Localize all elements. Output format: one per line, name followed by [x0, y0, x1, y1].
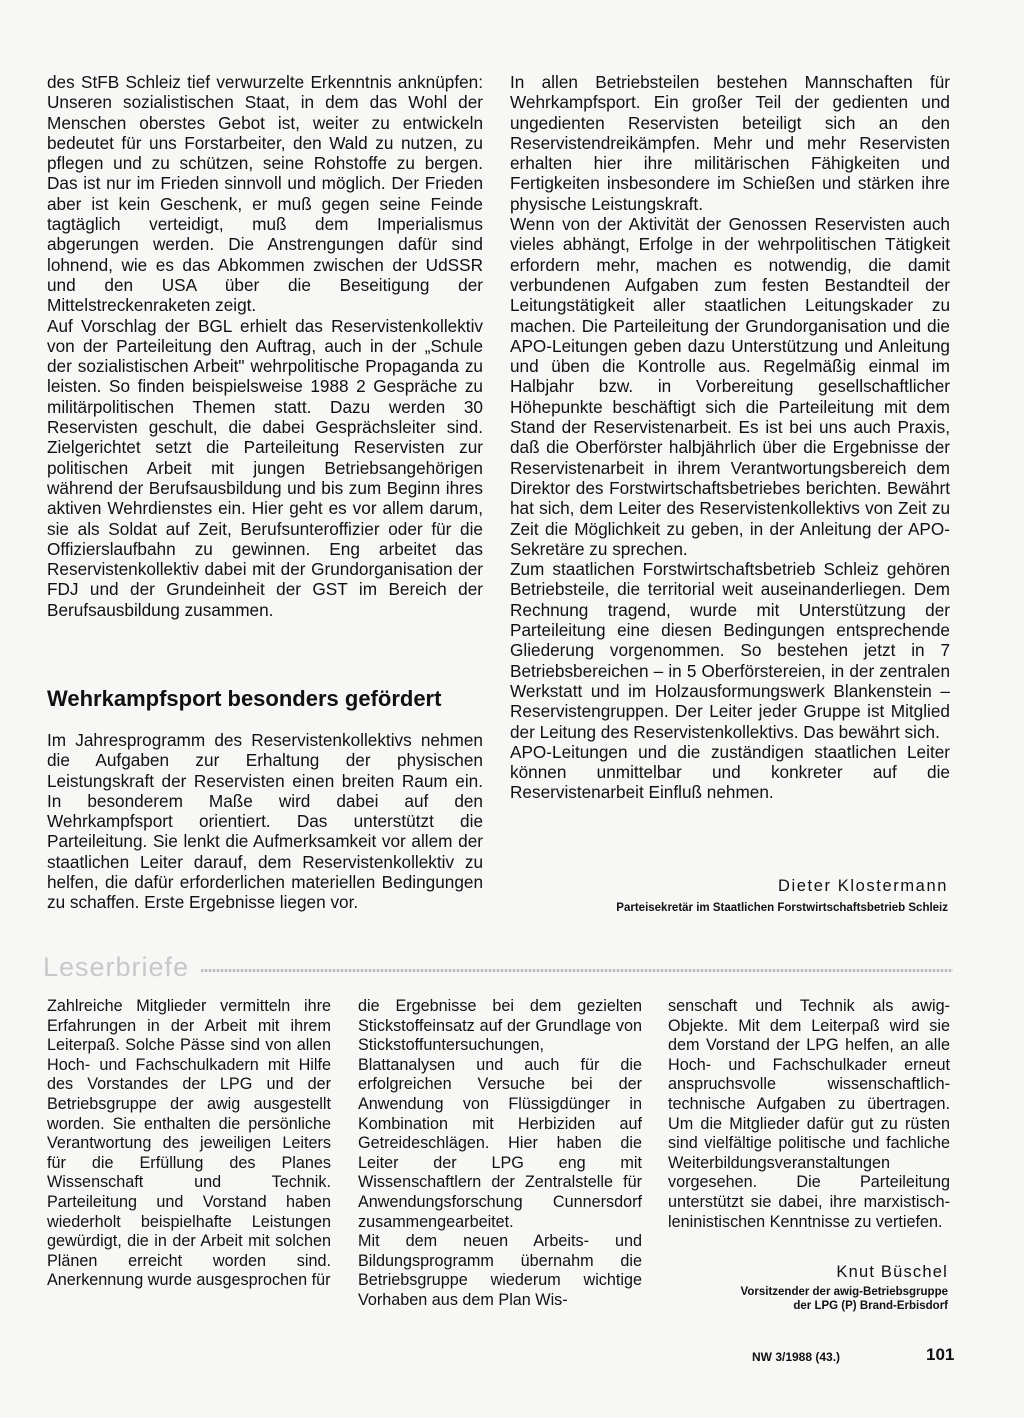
paragraph: die Ergebnisse bei dem gezielten Stickstoffeinsatz auf der Grundlage von Stickstoffuntersuchungen, Blattanalysen und auch für die erfolgreichen Versuche bei der Anwendung von Flüssigdünger in Kombination mit Herbiziden auf Getreideschlägen. Hier haben die Leiter der LPG eng mit Wissenschaftlern der Zentralstelle für Anwendungsforschung Cunnersdorf zusammengearbeitet.: [358, 997, 642, 1231]
paragraph: senschaft und Technik als awig-Objekte. Mit dem Leiterpaß wird sie dem Vorstand der LPG helfen, an alle Hoch- und Fachschulkader erneut anspruchsvolle wissenschaftlich-technische Aufgaben zu übertragen. Um die Mitglieder dafür gut zu rüsten sind vielfältige politische und fachliche Weiterbildungsveranstaltungen vorgesehen. Die Parteileitung unterstützt sie dabei, ihre marxistisch-leninistischen Kenntnisse zu vertiefen.: [668, 997, 950, 1231]
article-column-left-lower: [47, 730, 483, 913]
letters-section-header: [43, 950, 953, 984]
paragraph: Zahlreiche Mitglieder vermitteln ihre Erfahrungen in der Arbeit mit ihrem Leiterpaß. Solche Pässe sind von allen Hoch- und Fachschulkadern mit Hilfe des Vorstandes der LPG und der Betriebsgruppe der awig ausgestellt worden. Sie enthalten die persönliche Verantwortung des jeweiligen Leiters für die Erfüllung des Planes Wissenschaft und Technik. Parteileitung und Vorstand haben wiederholt beispielhafte Leistungen gewürdigt, die in der Arbeit mit solchen Plänen erreicht worden sind. Anerkennung wurde ausgesprochen für: [47, 997, 331, 1290]
paragraph: Im Jahresprogramm des Reservistenkollektivs nehmen die Aufgaben zur Erhaltung der physischen Leistungskraft der Reservisten einen breiten Raum ein. In besonderem Maße wird dabei auf den Wehrkampfsport orientiert. Das unterstützt die Parteileitung. Sie lenkt die Aufmerksamkeit vor allem der staatlichen Leiter darauf, dem Reservistenkollektiv zu helfen, die dafür erforderlichen materiellen Bedingungen zu schaffen. Erste Ergebnisse liegen vor.: [47, 730, 483, 913]
paragraph: In allen Betriebsteilen bestehen Mannschaften für Wehrkampfsport. Ein großer Teil der gedienten und ungedienten Reservisten beteiligt sich an den Reservistendreikämpfen. Mehr und mehr Reservisten erhalten hier ihre militärischen Fähigkeiten und Fertigkeiten insbesondere im Schießen und stärken ihre physische Leistungskraft.: [510, 72, 950, 214]
paragraph: Auf Vorschlag der BGL erhielt das Reservistenkollektiv von der Parteileitung den Auftrag, auch in der „Schule der sozialistischen Arbeit" wehrpolitische Propaganda zu leisten. So finden beispielsweise 1988 2 Gespräche zu militärpolitischen Themen statt. Dazu werden 30 Reservisten geschult, die dabei Gesprächsleiter sind. Zielgerichtet setzt die Parteileitung Reservisten zur politischen Arbeit mit jungen Betriebsangehörigen während der Berufsausbildung und bis zum Beginn ihres aktiven Wehrdienstes ein. Hier geht es vor allem darum, sie als Soldat auf Zeit, Berufsunteroffizier oder für die Offizierslaufbahn zu gewinnen. Eng arbeitet das Reservistenkollektiv dabei mit der Grundorganisation der FDJ und der Grundeinheit der GST im Bereich der Berufsausbildung zusammen.: [47, 315, 483, 620]
article-column-left: [47, 72, 483, 620]
letter-author: Knut Büschel: [836, 1263, 948, 1281]
paragraph: Zum staatlichen Forstwirtschaftsbetrieb Schleiz gehören Betriebsteile, die territorial weit auseinanderliegen. Dem Rechnung tragend, wurde mit Unterstützung der Parteileitung eine diesen Bedingungen entsprechende Gliederung vorgenommen. So bestehen jetzt in 7 Betriebsbereichen – in 5 Oberförstereien, in der zentralen Werkstatt und im Holzausformungswerk Blankenstein – Reservistengruppen. Der Leiter jeder Gruppe ist Mitglied der Leitung des Reservistenkollektivs. Das bewährt sich.: [510, 559, 950, 742]
letter-author-role: [741, 1285, 948, 1313]
section-divider: [201, 969, 953, 972]
paragraph: Mit dem neuen Arbeits- und Bildungsprogramm übernahm die Betriebsgruppe wiederum wichtige Vorhaben aus dem Plan Wis-: [358, 1232, 642, 1309]
letters-column-1: [47, 997, 331, 1291]
paragraph: Wenn von der Aktivität der Genossen Reservisten auch vieles abhängt, Erfolge in der wehrpolitischen Tätigkeit erfordern mehr, machen es notwendig, die damit verbundenen Aufgaben zum festen Bestandteil der Leitungstätigkeit aller staatlichen Leitungskader zu machen. Die Parteileitung der Grundorganisation und die APO-Leitungen geben dazu Unterstützung und Anleitung und üben die Kontrolle aus. Regelmäßig einmal im Halbjahr bzw. in Vorbereitung gesellschaftlicher Höhepunkte beschäftigt sich die Parteileitung mit dem Stand der Reservistenarbeit. Es ist bei uns auch Praxis, daß die Oberförster halbjährlich über die Ergebnisse der Reservistenarbeit in ihrem Verantwortungsbereich dem Direktor des Forstwirtschaftsbetriebes berichten. Bewährt hat sich, dem Leiter des Reservistenkollektivs von Zeit zu Zeit die Möglichkeit zu geben, in der Anleitung der APO-Sekretäre zu sprechen.: [510, 214, 950, 559]
article-column-right: [510, 72, 950, 803]
article-author: Dieter Klostermann: [777, 877, 948, 895]
letters-section-title: Leserbriefe: [43, 952, 190, 982]
letters-column-2: [358, 997, 642, 1311]
page-number: 101: [926, 1345, 955, 1364]
paragraph: des StFB Schleiz tief verwurzelte Erkenntnis anknüpfen: Unseren sozialistischen Staat, in dem das Wohl der Menschen oberstes Gebot ist, weiter zu entwickeln bedeutet für uns Forstarbeiter, den Wald zu nutzen, zu pflegen und zu schützen, seine Rohstoffe zu bergen. Das ist nur im Frieden sinnvoll und möglich. Der Frieden aber ist kein Geschenk, er muß gegen seine Feinde tagtäglich verteidigt, muß dem Imperialismus abgerungen werden. Die Anstrengungen dafür sind lohnend, wie es das Abkommen zwischen der UdSSR und den USA über die Beseitigung der Mittelstreckenraketen zeigt.: [47, 72, 483, 316]
paragraph: APO-Leitungen und die zuständigen staatlichen Leiter können unmittelbar und konkreter auf die Reservistenarbeit Einfluß nehmen.: [510, 741, 950, 803]
issue-reference: NW 3/1988 (43.): [752, 1350, 841, 1364]
letter-author-role-line: Vorsitzender der awig-Betriebsgruppe: [740, 1286, 948, 1298]
letter-author-role-line: der LPG (P) Brand-Erbisdorf: [793, 1300, 948, 1312]
section-subheading: Wehrkampfsport besonders gefördert: [47, 686, 442, 711]
letters-column-3: [668, 997, 950, 1232]
article-author-role: Parteisekretär im Staatlichen Forstwirtschaftsbetrieb Schleiz: [616, 902, 948, 914]
